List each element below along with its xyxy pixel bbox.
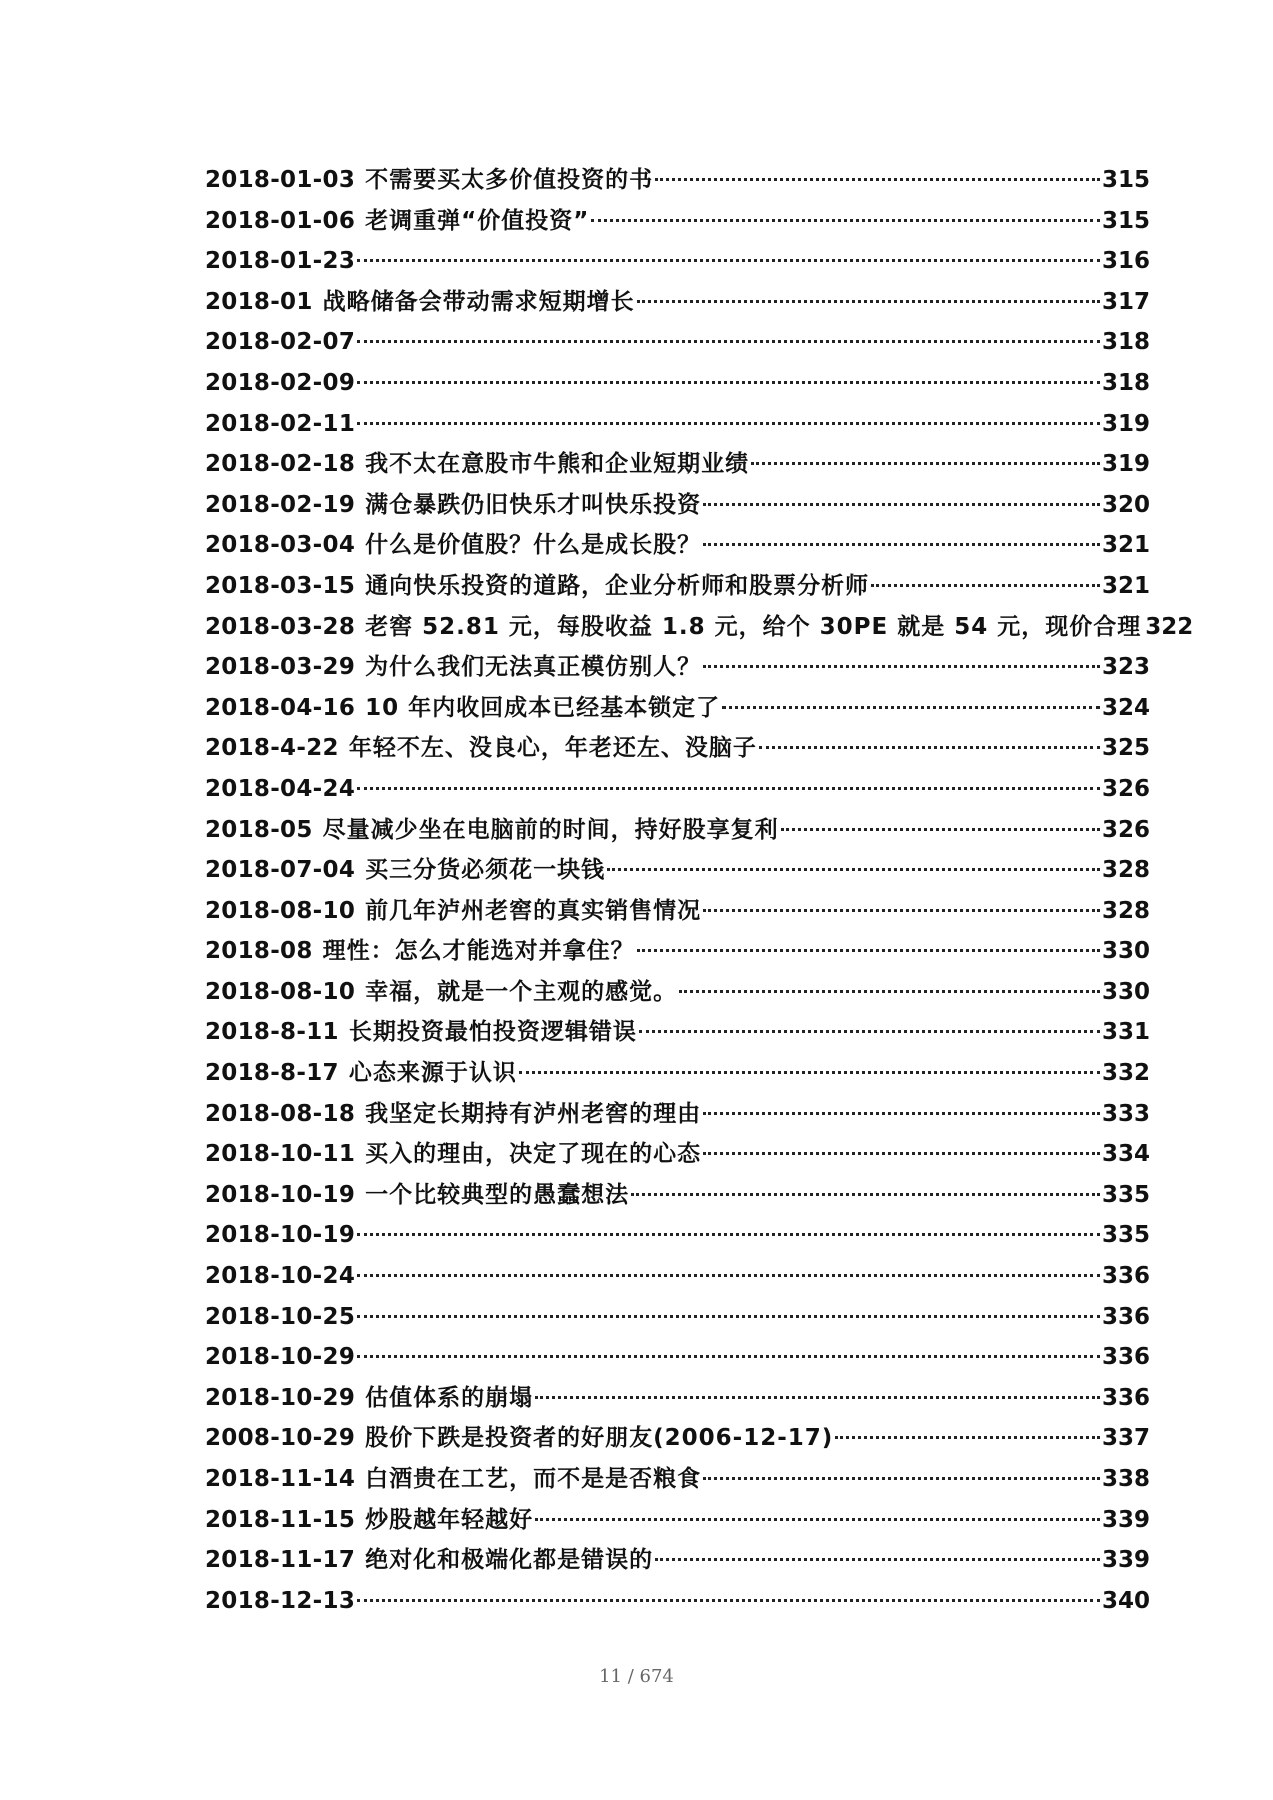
toc-entry-title: 幸福，就是一个主观的感觉。 xyxy=(365,978,678,1005)
dot-leader xyxy=(639,1030,1100,1033)
toc-entry-page: 339 xyxy=(1101,1506,1150,1533)
toc-entry-page: 333 xyxy=(1101,1100,1150,1127)
dot-leader xyxy=(703,543,1100,546)
dot-leader xyxy=(655,178,1100,181)
toc-entry-page: 336 xyxy=(1101,1263,1150,1290)
toc-entry-date: 2018-03-15 xyxy=(205,572,356,599)
toc-entry[interactable] xyxy=(205,891,1150,932)
toc-entry-page: 320 xyxy=(1101,491,1150,518)
toc-entry-date: 2018-11-14 xyxy=(205,1466,356,1492)
toc-entry[interactable] xyxy=(205,972,1150,1013)
toc-entry-date: 2018-01 xyxy=(205,288,313,315)
toc-entry-date: 2018-04-16 xyxy=(205,694,356,721)
dot-leader xyxy=(871,584,1100,587)
toc-entry-date: 2018-02-18 xyxy=(205,451,356,478)
dot-leader xyxy=(703,909,1100,912)
toc-entry-title: 一个比较典型的愚蠢想法 xyxy=(365,1181,630,1208)
toc-entry[interactable] xyxy=(205,850,1150,891)
dot-leader xyxy=(357,340,1100,343)
dot-leader xyxy=(357,422,1100,425)
toc-entry-date: 2018-02-09 xyxy=(205,369,356,396)
toc-entry-date: 2018-07-04 xyxy=(205,857,356,884)
toc-entry-title: 我坚定长期持有泸州老窖的理由 xyxy=(365,1100,702,1127)
toc-entry-page: 335 xyxy=(1101,1222,1150,1249)
toc-entry[interactable] xyxy=(205,444,1150,485)
toc-entry-title: 炒股越年轻越好 xyxy=(365,1506,534,1533)
toc-entry-title: 理性：怎么才能选对并拿住？ xyxy=(322,938,635,965)
toc-entry-title: 买入的理由，决定了现在的心态 xyxy=(365,1141,702,1168)
toc-entry-date: 2018-02-11 xyxy=(205,410,356,437)
toc-entry-date: 2018-03-28 xyxy=(205,613,356,640)
toc-entry-page: 316 xyxy=(1101,248,1150,275)
toc-entry-date: 2018-01-03 xyxy=(205,167,356,193)
toc-entry[interactable] xyxy=(205,1012,1150,1053)
dot-leader xyxy=(357,381,1100,384)
toc-entry-title: 估值体系的崩塌 xyxy=(365,1384,534,1411)
toc-entry-page: 315 xyxy=(1101,207,1150,234)
toc-entry-date: 2018-01-06 xyxy=(205,207,356,234)
dot-leader xyxy=(607,868,1100,871)
toc-entry[interactable] xyxy=(205,1378,1150,1419)
dot-leader xyxy=(637,949,1100,952)
dot-leader xyxy=(637,300,1100,303)
toc-entry[interactable] xyxy=(205,363,1150,404)
toc-entry[interactable] xyxy=(205,241,1150,282)
toc-entry-title: 前几年泸州老窖的真实销售情况 xyxy=(365,897,702,924)
toc-entry-date: 2018-8-17 xyxy=(205,1060,339,1087)
dot-leader xyxy=(357,1355,1100,1358)
toc-entry[interactable] xyxy=(205,201,1150,242)
dot-leader xyxy=(751,462,1100,465)
toc-entry-page: 335 xyxy=(1101,1181,1150,1208)
toc-entry-page: 336 xyxy=(1101,1344,1150,1371)
toc-entry-page: 321 xyxy=(1101,572,1150,599)
toc-entry-page: 338 xyxy=(1101,1466,1150,1492)
toc-entry-date: 2018-03-04 xyxy=(205,532,356,559)
dot-leader xyxy=(357,787,1100,790)
toc-entry-date: 2018-8-11 xyxy=(205,1019,339,1046)
toc-entry-title: 买三分货必须花一块钱 xyxy=(365,857,606,884)
toc-entry[interactable] xyxy=(205,160,1150,201)
toc-entry-page: 321 xyxy=(1101,532,1150,559)
toc-entry-date: 2018-10-19 xyxy=(205,1222,356,1249)
toc-entry-page: 334 xyxy=(1101,1141,1150,1168)
toc-entry-page: 336 xyxy=(1101,1384,1150,1411)
toc-entry-title: 为什么我们无法真正模仿别人？ xyxy=(365,654,702,681)
toc-entry[interactable] xyxy=(205,769,1150,810)
toc-entry[interactable] xyxy=(205,1297,1150,1338)
dot-leader xyxy=(535,1396,1100,1399)
toc-entry-date: 2018-10-11 xyxy=(205,1141,356,1168)
toc-entry-page: 318 xyxy=(1101,329,1150,356)
toc-entry[interactable] xyxy=(205,931,1150,972)
toc-entry-date: 2018-12-13 xyxy=(205,1587,356,1614)
dot-leader xyxy=(703,665,1100,668)
toc-entry-date: 2018-08 xyxy=(205,938,313,965)
toc-entry[interactable] xyxy=(205,1094,1150,1135)
toc-entry-title: 尽量减少坐在电脑前的时间，持好股享复利 xyxy=(322,816,779,843)
toc-entry-page: 340 xyxy=(1101,1587,1150,1614)
toc-entry[interactable] xyxy=(205,1581,1150,1622)
toc-entry-title: 10 年内收回成本已经基本锁定了 xyxy=(365,694,721,721)
toc-entry-page: 336 xyxy=(1101,1303,1150,1330)
toc-entry[interactable] xyxy=(205,1256,1150,1297)
toc-entry-date: 2018-02-19 xyxy=(205,491,356,518)
toc-entry[interactable] xyxy=(205,607,1194,648)
toc-entry-title: 通向快乐投资的道路，企业分析师和股票分析师 xyxy=(365,572,870,599)
toc-entry[interactable] xyxy=(205,728,1150,769)
toc-entry-title: 心态来源于认识 xyxy=(348,1060,517,1087)
dot-leader xyxy=(357,1233,1100,1236)
toc-entry[interactable] xyxy=(205,810,1150,851)
toc-entry-title: 老调重弹“价值投资” xyxy=(365,207,590,234)
toc-entry-date: 2018-10-29 xyxy=(205,1344,356,1371)
toc-entry[interactable] xyxy=(205,404,1150,445)
toc-entry-title: 老窖 52.81 元，每股收益 1.8 元，给个 30PE 就是 54 元，现价合理 xyxy=(365,613,1142,640)
dot-leader xyxy=(703,503,1100,506)
toc-entry[interactable] xyxy=(205,1500,1150,1541)
dot-leader xyxy=(703,1152,1100,1155)
toc-entry-page: 339 xyxy=(1101,1547,1150,1574)
toc-entry-date: 2018-04-24 xyxy=(205,775,356,802)
toc-entry-date: 2018-11-17 xyxy=(205,1547,356,1574)
dot-leader xyxy=(703,1477,1100,1480)
toc-entry[interactable] xyxy=(205,1337,1150,1378)
toc-entry[interactable] xyxy=(205,566,1150,607)
toc-entry-page: 315 xyxy=(1101,167,1150,193)
toc-entry-title: 不需要买太多价值投资的书 xyxy=(365,167,654,193)
dot-leader xyxy=(357,1315,1100,1318)
toc-entry-page: 328 xyxy=(1101,857,1150,884)
toc-entry-title: 长期投资最怕投资逻辑错误 xyxy=(348,1019,637,1046)
page-indicator: 11 / 674 xyxy=(599,1666,674,1687)
toc-entry[interactable] xyxy=(205,525,1150,566)
toc-entry-date: 2018-01-23 xyxy=(205,248,356,275)
toc-entry-title: 股价下跌是投资者的好朋友(2006-12-17) xyxy=(365,1425,834,1452)
dot-leader xyxy=(357,1599,1100,1602)
toc-entry-page: 319 xyxy=(1101,410,1150,437)
toc-entry-page: 337 xyxy=(1101,1425,1150,1452)
toc-entry-title: 绝对化和极端化都是错误的 xyxy=(365,1547,654,1574)
toc-entry[interactable] xyxy=(205,1459,1150,1500)
toc-entry-page: 330 xyxy=(1101,938,1150,965)
toc-entry-date: 2018-08-18 xyxy=(205,1100,356,1127)
dot-leader xyxy=(535,1518,1100,1521)
toc-entry[interactable] xyxy=(205,322,1150,363)
dot-leader xyxy=(835,1436,1100,1439)
toc-entry-date: 2018-10-25 xyxy=(205,1303,356,1330)
toc-entry-page: 322 xyxy=(1145,613,1194,640)
toc-entry-date: 2018-02-07 xyxy=(205,329,356,356)
dot-leader xyxy=(519,1071,1100,1074)
toc-entry-date: 2018-10-24 xyxy=(205,1263,356,1290)
dot-leader xyxy=(357,259,1100,262)
toc-entry-title: 年轻不左、没良心，年老还左、没脑子 xyxy=(348,735,757,762)
toc-entry-page: 326 xyxy=(1101,816,1150,843)
table-of-contents xyxy=(205,160,1194,1621)
toc-entry-page: 331 xyxy=(1101,1019,1150,1046)
toc-entry[interactable] xyxy=(205,647,1150,688)
dot-leader xyxy=(631,1193,1100,1196)
toc-entry-title: 什么是价值股？什么是成长股？ xyxy=(365,532,702,559)
toc-entry-date: 2018-10-29 xyxy=(205,1384,356,1411)
toc-entry[interactable] xyxy=(205,1540,1150,1581)
toc-entry[interactable] xyxy=(205,1175,1150,1216)
toc-entry-title: 战略储备会带动需求短期增长 xyxy=(322,288,635,315)
toc-entry[interactable] xyxy=(205,1053,1150,1094)
toc-entry-date: 2018-11-15 xyxy=(205,1506,356,1533)
toc-entry-page: 330 xyxy=(1101,978,1150,1005)
toc-entry-title: 我不太在意股市牛熊和企业短期业绩 xyxy=(365,451,750,478)
toc-entry-date: 2008-10-29 xyxy=(205,1425,356,1452)
toc-entry-title: 白酒贵在工艺，而不是是否粮食 xyxy=(365,1466,702,1492)
toc-entry-date: 2018-10-19 xyxy=(205,1181,356,1208)
toc-entry-date: 2018-05 xyxy=(205,816,313,843)
toc-entry-page: 325 xyxy=(1101,735,1150,762)
toc-entry-date: 2018-03-29 xyxy=(205,654,356,681)
toc-entry-page: 318 xyxy=(1101,369,1150,396)
toc-entry-page: 323 xyxy=(1101,654,1150,681)
toc-entry-date: 2018-4-22 xyxy=(205,735,339,762)
toc-entry[interactable] xyxy=(205,688,1150,729)
toc-entry-page: 319 xyxy=(1101,451,1150,478)
toc-entry[interactable] xyxy=(205,1215,1150,1256)
toc-entry[interactable] xyxy=(205,485,1150,526)
dot-leader xyxy=(655,1558,1100,1561)
dot-leader xyxy=(781,828,1100,831)
toc-entry-date: 2018-08-10 xyxy=(205,897,356,924)
toc-entry-page: 326 xyxy=(1101,775,1150,802)
toc-entry-page: 332 xyxy=(1101,1060,1150,1087)
dot-leader xyxy=(703,1112,1100,1115)
toc-entry-date: 2018-08-10 xyxy=(205,978,356,1005)
dot-leader xyxy=(357,1274,1100,1277)
dot-leader xyxy=(759,746,1100,749)
toc-entry[interactable] xyxy=(205,1418,1150,1459)
toc-entry[interactable] xyxy=(205,1134,1150,1175)
toc-entry-page: 324 xyxy=(1101,694,1150,721)
toc-entry-page: 317 xyxy=(1101,288,1150,315)
toc-entry-page: 328 xyxy=(1101,897,1150,924)
toc-entry-title: 满仓暴跌仍旧快乐才叫快乐投资 xyxy=(365,491,702,518)
dot-leader xyxy=(722,706,1100,709)
toc-entry[interactable] xyxy=(205,282,1150,323)
dot-leader xyxy=(591,219,1100,222)
dot-leader xyxy=(679,990,1100,993)
